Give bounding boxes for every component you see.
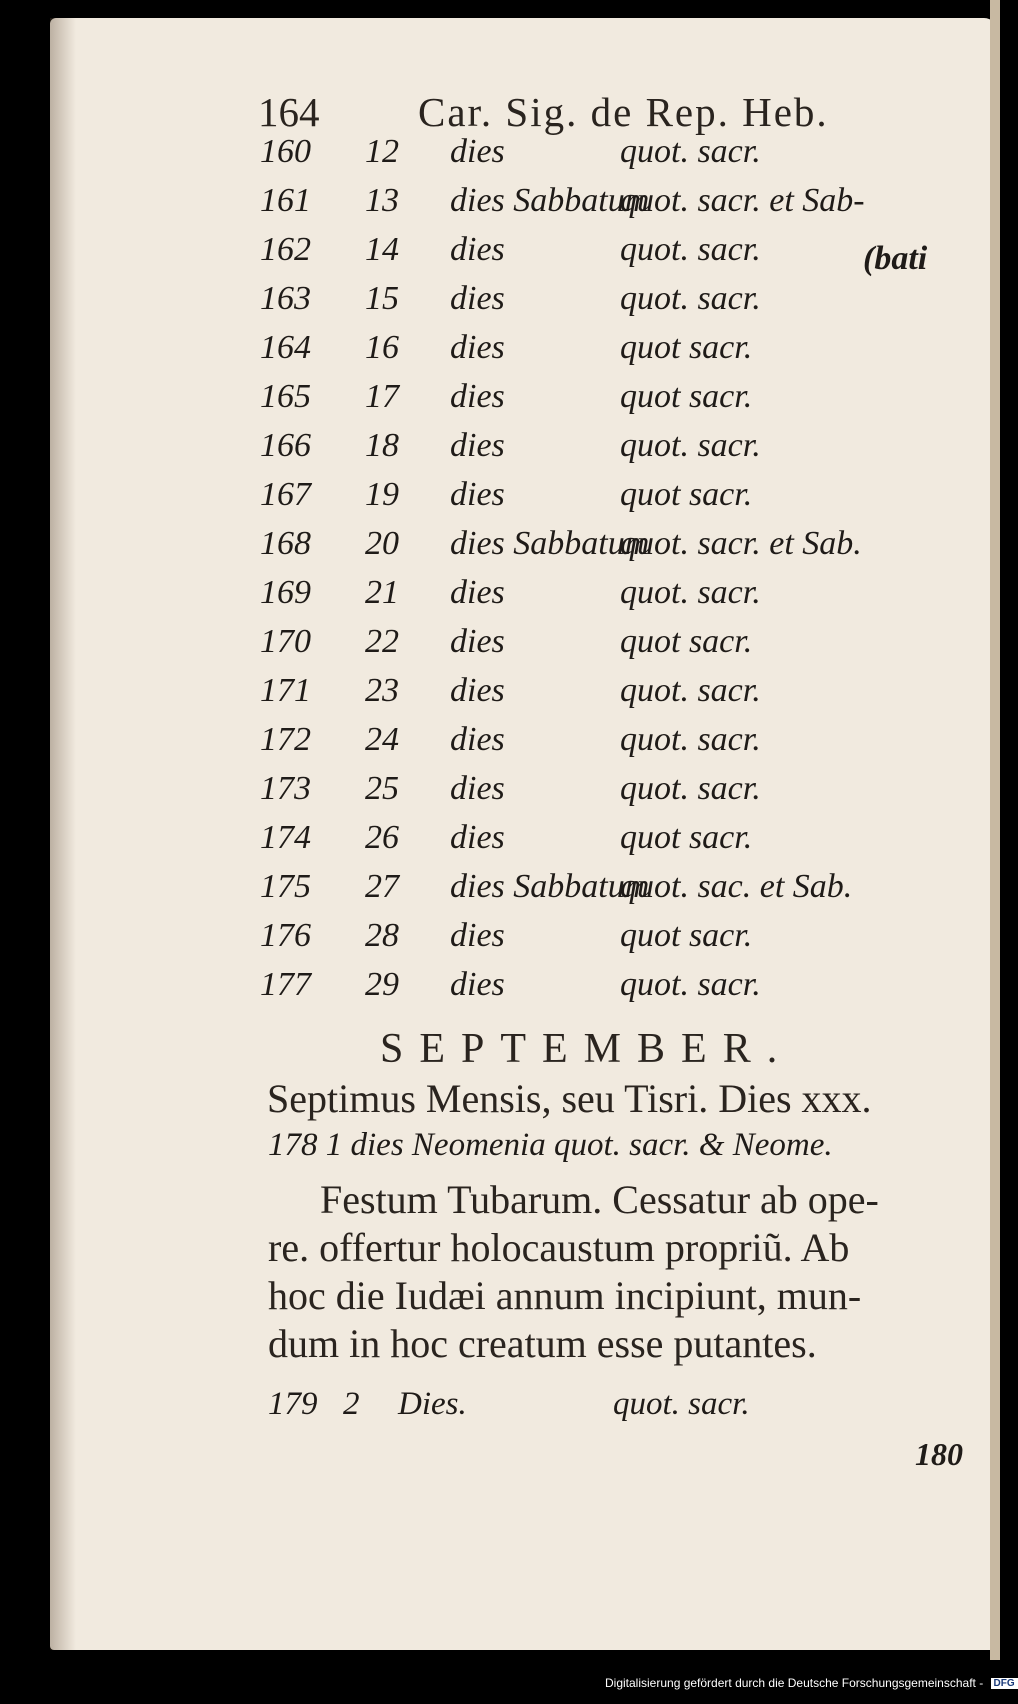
day-word: dies (450, 623, 505, 660)
day-word: dies (450, 133, 505, 170)
sacrifice-note: quot. sacr. (620, 231, 761, 268)
day-number: 23 (365, 672, 399, 709)
day-number: 13 (365, 182, 399, 219)
sacrifice-note: quot. sacr. et Sab. (620, 525, 862, 562)
day-word: Dies. (398, 1386, 467, 1422)
sacrifice-note: quot. sacr. (613, 1386, 750, 1422)
calendar-row (260, 966, 950, 1014)
calendar-row (260, 329, 950, 377)
festival-paragraph (268, 1176, 968, 1368)
row-number: 163 (260, 280, 311, 317)
day-word: dies (450, 329, 505, 366)
row-number: 165 (260, 378, 311, 415)
continuation-word: (bati (863, 240, 928, 277)
day-number: 19 (365, 476, 399, 513)
day-number: 29 (365, 966, 399, 1003)
digitization-footer (605, 1676, 1018, 1690)
paragraph-line: hoc die Iudæi annum incipiunt, mun- (268, 1273, 862, 1318)
row-number: 161 (260, 182, 311, 219)
calendar-row (260, 574, 950, 622)
page-edge (990, 0, 1000, 1660)
day-number: 12 (365, 133, 399, 170)
sacrifice-note: quot sacr. (620, 623, 753, 660)
sacrifice-note: quot. sacr. (620, 574, 761, 611)
day-word: dies Sabbatum (450, 525, 650, 562)
day-number: 15 (365, 280, 399, 317)
paragraph-line: re. offertur holocaustum propriũ. Ab (268, 1225, 850, 1270)
calendar-row (260, 476, 950, 524)
sacrifice-note: quot. sacr. (620, 966, 761, 1003)
calendar-row (260, 133, 950, 181)
row-number: 168 (260, 525, 311, 562)
day-word: dies (450, 672, 505, 709)
calendar-row (260, 378, 950, 426)
day-number: 17 (365, 378, 399, 415)
paragraph-line: Festum Tubarum. Cessatur ab ope- (320, 1177, 879, 1222)
calendar-row-179 (268, 1386, 868, 1434)
day-number: 27 (365, 868, 399, 905)
calendar-row (260, 672, 950, 720)
paragraph-line: dum in hoc creatum esse putantes. (268, 1321, 817, 1366)
catchword: 180 (915, 1436, 963, 1472)
day-word: dies Sabbatum (450, 182, 650, 219)
page-number: 164 (258, 89, 320, 135)
sacrifice-note: quot. sacr. (620, 672, 761, 709)
day-number: 20 (365, 525, 399, 562)
month-title: SEPTEMBER. (380, 1026, 794, 1072)
calendar-row (260, 525, 950, 573)
day-number: 14 (365, 231, 399, 268)
day-number: 21 (365, 574, 399, 611)
dfg-logo: DFG (991, 1678, 1018, 1689)
row-number: 175 (260, 868, 311, 905)
row-number: 174 (260, 819, 311, 856)
footer-text: Digitalisierung gefördert durch die Deutsche Forschungsgemeinschaft - (605, 1676, 984, 1690)
day-number: 22 (365, 623, 399, 660)
day-number: 28 (365, 917, 399, 954)
day-word: dies (450, 819, 505, 856)
row-number: 173 (260, 770, 311, 807)
day-word: dies (450, 476, 505, 513)
day-word: dies (450, 427, 505, 464)
sacrifice-note: quot. sac. et Sab. (620, 868, 853, 905)
sacrifice-note: quot. sacr. et Sab- (620, 182, 865, 219)
row-number: 176 (260, 917, 311, 954)
day-word: dies (450, 917, 505, 954)
sacrifice-note: quot sacr. (620, 329, 753, 366)
sacrifice-note: quot sacr. (620, 917, 753, 954)
calendar-row-178: 178 1 dies Neomenia quot. sacr. & Neome. (268, 1127, 833, 1163)
row-number: 160 (260, 133, 311, 170)
day-word: dies (450, 574, 505, 611)
row-number: 169 (260, 574, 311, 611)
row-number: 179 (268, 1386, 318, 1422)
row-number: 166 (260, 427, 311, 464)
day-number: 2 (343, 1386, 360, 1422)
day-word: dies (450, 280, 505, 317)
sacrifice-note: quot. sacr. (620, 770, 761, 807)
calendar-row (260, 231, 950, 279)
day-word: dies Sabbatum (450, 868, 650, 905)
day-word: dies (450, 721, 505, 758)
day-number: 18 (365, 427, 399, 464)
page-gutter-shadow (50, 18, 76, 1650)
calendar-row (260, 427, 950, 475)
day-number: 24 (365, 721, 399, 758)
day-word: dies (450, 231, 505, 268)
calendar-row (260, 819, 950, 867)
sacrifice-note: quot. sacr. (620, 721, 761, 758)
calendar-row (260, 917, 950, 965)
row-number: 172 (260, 721, 311, 758)
sacrifice-note: quot sacr. (620, 378, 753, 415)
row-number: 170 (260, 623, 311, 660)
day-word: dies (450, 378, 505, 415)
day-word: dies (450, 770, 505, 807)
calendar-row (260, 770, 950, 818)
calendar-row (260, 623, 950, 671)
month-subtitle: Septimus Mensis, seu Tisri. Dies xxx. (267, 1076, 872, 1121)
row-number: 177 (260, 966, 311, 1003)
day-number: 25 (365, 770, 399, 807)
row-number: 162 (260, 231, 311, 268)
sacrifice-note: quot. sacr. (620, 133, 761, 170)
sacrifice-note: quot sacr. (620, 819, 753, 856)
calendar-row (260, 182, 950, 230)
day-word: dies (450, 966, 505, 1003)
row-number: 164 (260, 329, 311, 366)
day-number: 26 (365, 819, 399, 856)
calendar-row (260, 868, 950, 916)
calendar-row (260, 721, 950, 769)
sacrifice-note: quot. sacr. (620, 427, 761, 464)
row-number: 171 (260, 672, 311, 709)
sacrifice-note: quot sacr. (620, 476, 753, 513)
running-title: Car. Sig. de Rep. Heb. (418, 89, 829, 135)
calendar-row (260, 280, 950, 328)
day-number: 16 (365, 329, 399, 366)
sacrifice-note: quot. sacr. (620, 280, 761, 317)
row-number: 167 (260, 476, 311, 513)
